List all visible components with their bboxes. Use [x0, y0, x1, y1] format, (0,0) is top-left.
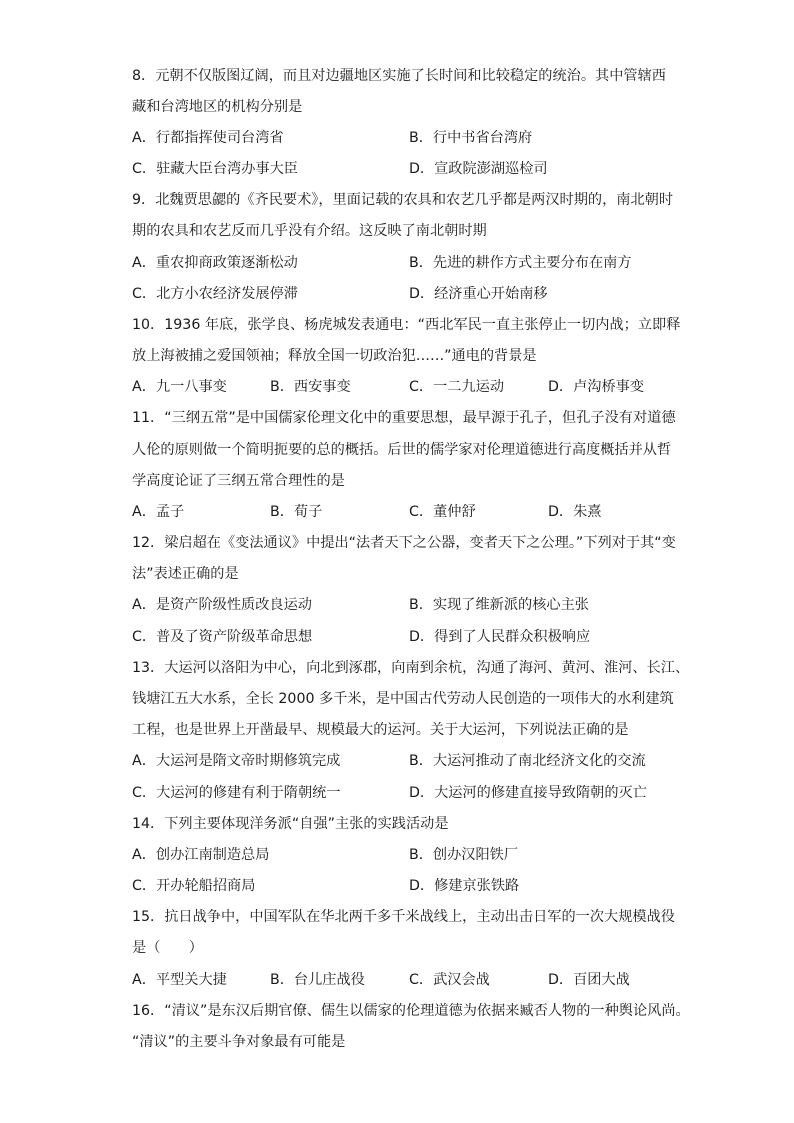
question-16-stem-line-1: 16．“清议”是东汉后期官僚、儒生以儒家的伦理道德为依据来臧否人物的一种舆论风尚。	[132, 1003, 690, 1019]
question-15-stem-line-2: 是（ ）	[132, 940, 203, 956]
question-13-stem-line-2: 钱塘江五大水系，全长 2000 多千米，是中国古代劳动人民创造的一项伟大的水利建筑	[132, 691, 674, 707]
question-11-option-a: A．孟子	[132, 504, 185, 520]
question-10-stem-line-2: 放上海被捕之爱国领袖；释放全国一切政治犯……”通电的背景是	[132, 348, 537, 364]
question-13-option-c: C．大运河的修建有利于隋朝统一	[132, 785, 341, 801]
question-12-stem-line-1: 12．梁启超在《变法通议》中提出“法者天下之公器，变者天下之公理。”下列对于其“变	[132, 535, 676, 551]
question-11-stem-line-1: 11．“三纲五常”是中国儒家伦理文化中的重要思想，最早源于孔子，但孔子没有对道德	[132, 410, 676, 426]
question-12-option-d: D．得到了人民群众积极响应	[409, 629, 591, 645]
question-12-option-b: B．实现了维新派的核心主张	[409, 597, 589, 613]
question-15-option-c: C．武汉会战	[409, 972, 490, 988]
question-14-option-c: C．开办轮船招商局	[132, 878, 256, 894]
question-9-option-b: B．先进的耕作方式主要分布在南方	[409, 255, 632, 271]
question-10-option-b: B．西安事变	[270, 379, 351, 395]
question-11-stem-line-3: 学高度论证了三纲五常合理性的是	[132, 473, 345, 489]
question-14-option-d: D．修建京张铁路	[409, 878, 520, 894]
question-8-stem-line-1: 8．元朝不仅版图辽阔，而且对边疆地区实施了长时间和比较稳定的统治。其中管辖西	[132, 68, 666, 84]
question-13-stem-line-3: 工程，也是世界上开凿最早、规模最大的运河。关于大运河，下列说法正确的是	[132, 722, 629, 738]
question-9-option-d: D．经济重心开始南移	[409, 286, 548, 302]
question-10-option-c: C．一二九运动	[409, 379, 505, 395]
question-14-option-a: A．创办江南制造总局	[132, 847, 270, 863]
question-11-option-c: C．董仲舒	[409, 504, 476, 520]
question-9-option-c: C．北方小农经济发展停滞	[132, 286, 298, 302]
question-15-option-b: B．台儿庄战役	[270, 972, 365, 988]
question-8-option-b: B．行中书省台湾府	[409, 130, 533, 146]
question-13-option-d: D．大运河的修建直接导致隋朝的灭亡	[409, 785, 647, 801]
question-13-option-b: B．大运河推动了南北经济文化的交流	[409, 753, 646, 769]
question-14-option-b: B．创办汉阳铁厂	[409, 847, 519, 863]
question-10-option-d: D．卢沟桥事变	[548, 379, 645, 395]
question-8-option-d: D．宣政院澎湖巡检司	[409, 161, 548, 177]
question-12-option-a: A．是资产阶级性质改良运动	[132, 597, 312, 613]
question-8-option-c: C．驻藏大臣台湾办事大臣	[132, 161, 298, 177]
question-9-stem-line-1: 9．北魏贾思勰的《齐民要术》，里面记载的农具和农艺几乎都是两汉时期的，南北朝时	[132, 192, 674, 208]
question-9-stem-line-2: 期的农具和农艺反而几乎没有介绍。这反映了南北朝时期	[132, 223, 487, 239]
question-10-option-a: A．九一八事变	[132, 379, 227, 395]
question-14-stem-line-1: 14．下列主要体现洋务派“自强”主张的实践活动是	[132, 816, 449, 832]
question-13-option-a: A．大运河是隋文帝时期修筑完成	[132, 753, 341, 769]
question-15-stem-line-1: 15．抗日战争中，中国军队在华北两千多千米战线上，主动出击日军的一次大规模战役	[132, 909, 675, 925]
question-12-stem-line-2: 法”表述正确的是	[132, 566, 239, 582]
question-10-stem-line-1: 10．1936 年底，张学良、杨虎城发表通电：“西北军民一直主张停止一切内战；立即释	[132, 317, 681, 333]
question-15-option-a: A．平型关大捷	[132, 972, 227, 988]
question-11-option-d: D．朱熹	[548, 504, 602, 520]
question-11-option-b: B．荀子	[270, 504, 323, 520]
question-8-option-a: A．行都指挥使司台湾省	[132, 130, 284, 146]
question-16-stem-line-2: “清议”的主要斗争对象最有可能是	[132, 1034, 346, 1050]
question-11-stem-line-2: 人伦的原则做一个简明扼要的总的概括。后世的儒学家对伦理道德进行高度概括并从哲	[132, 442, 672, 458]
question-15-option-d: D．百团大战	[548, 972, 630, 988]
question-8-stem-line-2: 藏和台湾地区的机构分别是	[132, 99, 303, 115]
question-12-option-c: C．普及了资产阶级革命思想	[132, 629, 313, 645]
question-13-stem-line-1: 13．大运河以洛阳为中心，向北到涿郡，向南到余杭，沟通了海河、黄河、淮河、长江、	[132, 660, 690, 676]
question-9-option-a: A．重农抑商政策逐渐松动	[132, 255, 298, 271]
